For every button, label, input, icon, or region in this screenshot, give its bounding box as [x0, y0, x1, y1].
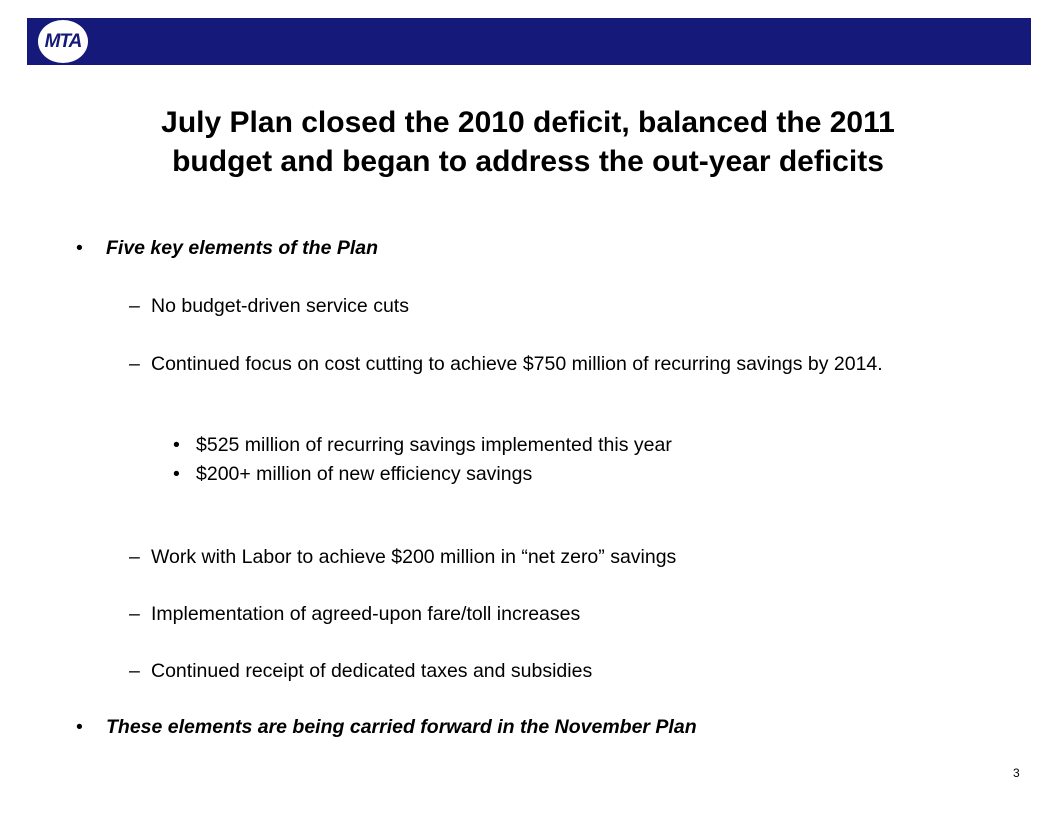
list-item: Work with Labor to achieve $200 million in “net zero” savings: [151, 546, 677, 568]
page-number: 3: [1013, 766, 1020, 780]
list-item: No budget-driven service cuts: [151, 295, 409, 317]
title-line-1: July Plan closed the 2010 deficit, balanced the 2011: [161, 106, 895, 139]
bullet-marker: •: [76, 716, 83, 738]
sub-list-item: $525 million of recurring savings implemented this year: [196, 434, 672, 456]
heading-carried-forward: These elements are being carried forward in the November Plan: [106, 716, 697, 738]
sub-bullet-marker: •: [173, 463, 180, 485]
list-item: Implementation of agreed-upon fare/toll increases: [151, 603, 581, 625]
mta-logo: [38, 20, 88, 63]
list-item: Continued receipt of dedicated taxes and subsidies: [151, 660, 593, 682]
dash-marker: –: [129, 660, 140, 682]
logo-text: MTA: [44, 30, 82, 52]
dash-marker: –: [129, 546, 140, 568]
dash-marker: –: [129, 603, 140, 625]
list-item: Continued focus on cost cutting to achieve $750 million of recurring savings by 2014.: [151, 353, 883, 375]
title-line-2: budget and began to address the out-year deficits: [172, 145, 884, 178]
slide-title: [40, 103, 1016, 181]
heading-five-key-elements: Five key elements of the Plan: [106, 237, 379, 259]
dash-marker: –: [129, 295, 140, 317]
sub-list-item: $200+ million of new efficiency savings: [196, 463, 533, 485]
bullet-marker: •: [76, 237, 83, 259]
header-banner: [27, 18, 1031, 65]
dash-marker: –: [129, 353, 140, 375]
sub-bullet-marker: •: [173, 434, 180, 456]
